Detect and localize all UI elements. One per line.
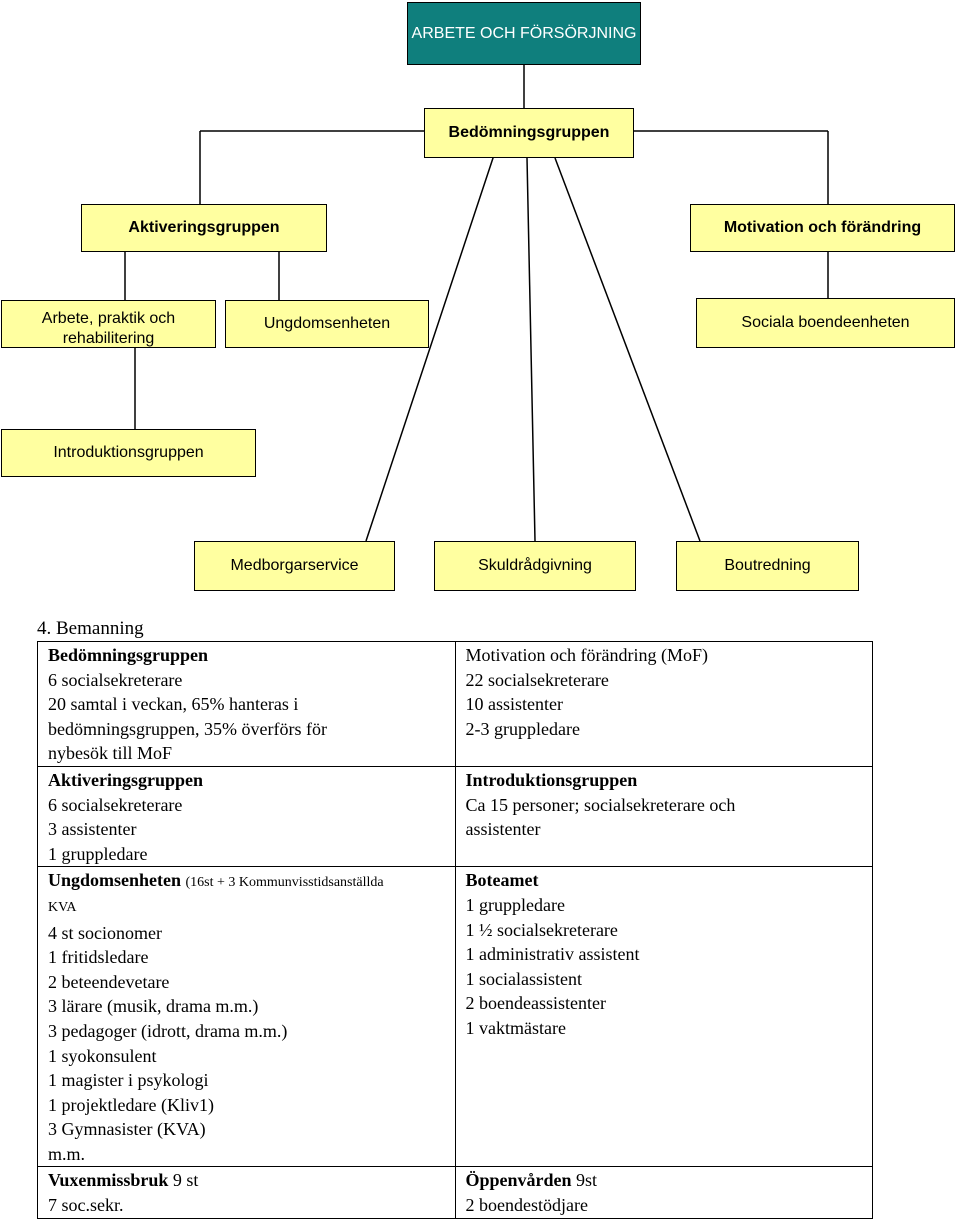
table-cell: [38, 766, 456, 866]
staff-line: 1 gruppledare: [48, 843, 148, 864]
group-title-note: (16st + 3 Kommunvisstidsanställda: [185, 875, 384, 891]
group-title-note-cont: KVA: [48, 899, 77, 915]
org-box-ungdomsenheten: [225, 300, 429, 348]
org-box-label: Bedömningsgruppen: [448, 124, 610, 141]
table-cell: [455, 642, 873, 767]
staff-line: 3 lärare (musik, drama m.m.): [48, 996, 259, 1017]
staff-line: 1 gruppledare: [465, 894, 565, 915]
staff-line: 2-3 gruppledare: [465, 718, 580, 739]
group-title: Bedömningsgruppen: [48, 645, 209, 665]
org-box-label: Ungdomsenheten: [263, 315, 391, 332]
staff-line: 1 administrativ assistent: [465, 944, 640, 965]
org-box-label: Arbete, praktik och rehabilitering: [41, 310, 176, 347]
staff-line: m.m.: [48, 1143, 86, 1164]
table-cell: [455, 766, 873, 866]
staff-line: 1 projektledare (Kliv1): [48, 1094, 214, 1115]
org-box-label: Motivation och förändring: [723, 219, 922, 236]
table-row: [38, 642, 873, 767]
org-box-label: Skuldrådgivning: [478, 557, 592, 574]
org-box-arbete-praktik-rehabilitering: [1, 300, 216, 348]
org-box-label: Introduktionsgruppen: [53, 444, 204, 461]
staff-line: Ca 15 personer; socialsekreterare och: [465, 794, 736, 815]
org-box-arbete-och-forsorjning: [407, 2, 641, 65]
staff-line: 6 socialsekreterare: [48, 669, 183, 690]
staff-line: 1 socialassistent: [465, 968, 582, 989]
staff-line: 22 socialsekreterare: [465, 669, 609, 690]
group-title-suffix: 9st: [571, 1170, 598, 1191]
org-box-label: Sociala boendeenheten: [741, 314, 910, 331]
org-box-skuldradgivning: [434, 541, 636, 591]
connector-line: [555, 158, 700, 541]
org-box-label: Boutredning: [724, 557, 811, 574]
org-box-sociala-boendeenheten: [696, 298, 955, 348]
staff-line: 3 pedagoger (idrott, drama m.m.): [48, 1020, 288, 1041]
group-title: Ungdomsenheten: [48, 870, 182, 891]
table-cell: [38, 1167, 456, 1218]
staff-line: 6 socialsekreterare: [48, 794, 183, 815]
org-box-aktiveringsgruppen: [81, 204, 327, 252]
connector-line: [366, 155, 494, 541]
connector-line: [527, 158, 535, 541]
group-title: Motivation och förändring (MoF): [465, 645, 708, 665]
group-title: Aktiveringsgruppen: [48, 769, 204, 790]
staffing-table: [37, 641, 873, 1219]
table-row: [38, 867, 873, 1167]
org-box-bedomningsgruppen: [424, 108, 634, 158]
table-cell: [38, 867, 456, 1167]
staff-line: assistenter: [465, 819, 541, 840]
group-title-suffix: 9 st: [168, 1170, 199, 1191]
org-box-medborgarservice: [194, 541, 395, 591]
staff-line: 1 syokonsulent: [48, 1045, 157, 1066]
staff-line: 2 beteendevetare: [48, 971, 170, 992]
staff-line: 1 vaktmästare: [465, 1017, 566, 1038]
staff-line: 2 boendeassistenter: [465, 993, 606, 1014]
group-title: Öppenvården: [465, 1170, 572, 1191]
org-box-motivation-och-forandring: [690, 204, 955, 252]
table-cell: [455, 1167, 873, 1218]
table-row: [38, 1167, 873, 1218]
org-box-label: ARBETE OCH FÖRSÖRJNING: [411, 24, 637, 42]
org-box-label: Medborgarservice: [230, 557, 359, 574]
org-box-boutredning: [676, 541, 859, 591]
staff-line: 1 fritidsledare: [48, 947, 149, 968]
staff-line: 3 assistenter: [48, 819, 137, 840]
table-cell: [38, 642, 456, 767]
org-box-label: Aktiveringsgruppen: [128, 219, 280, 236]
staff-line: 3 Gymnasister (KVA): [48, 1119, 206, 1140]
staff-line: bedömningsgruppen, 35% överförs för: [48, 718, 327, 739]
staff-line: 4 st socionomer: [48, 922, 162, 943]
staff-line: 1 magister i psykologi: [48, 1070, 209, 1091]
table-row: [38, 766, 873, 866]
group-title: Vuxenmissbruk: [48, 1170, 169, 1191]
table-cell: [455, 867, 873, 1167]
group-title: Introduktionsgruppen: [465, 769, 638, 790]
staff-line: 20 samtal i veckan, 65% hanteras i: [48, 694, 299, 715]
staffing-heading: 4. Bemanning: [37, 618, 144, 639]
staff-line: 7 soc.sekr.: [48, 1195, 124, 1216]
staff-line: nybesök till MoF: [48, 743, 173, 764]
staff-line: 1 ½ socialsekreterare: [465, 919, 618, 940]
staff-line: 2 boendestödjare: [465, 1195, 588, 1216]
staff-line: 10 assistenter: [465, 694, 563, 715]
group-title: Boteamet: [465, 870, 539, 891]
org-box-introduktionsgruppen: [1, 429, 256, 477]
